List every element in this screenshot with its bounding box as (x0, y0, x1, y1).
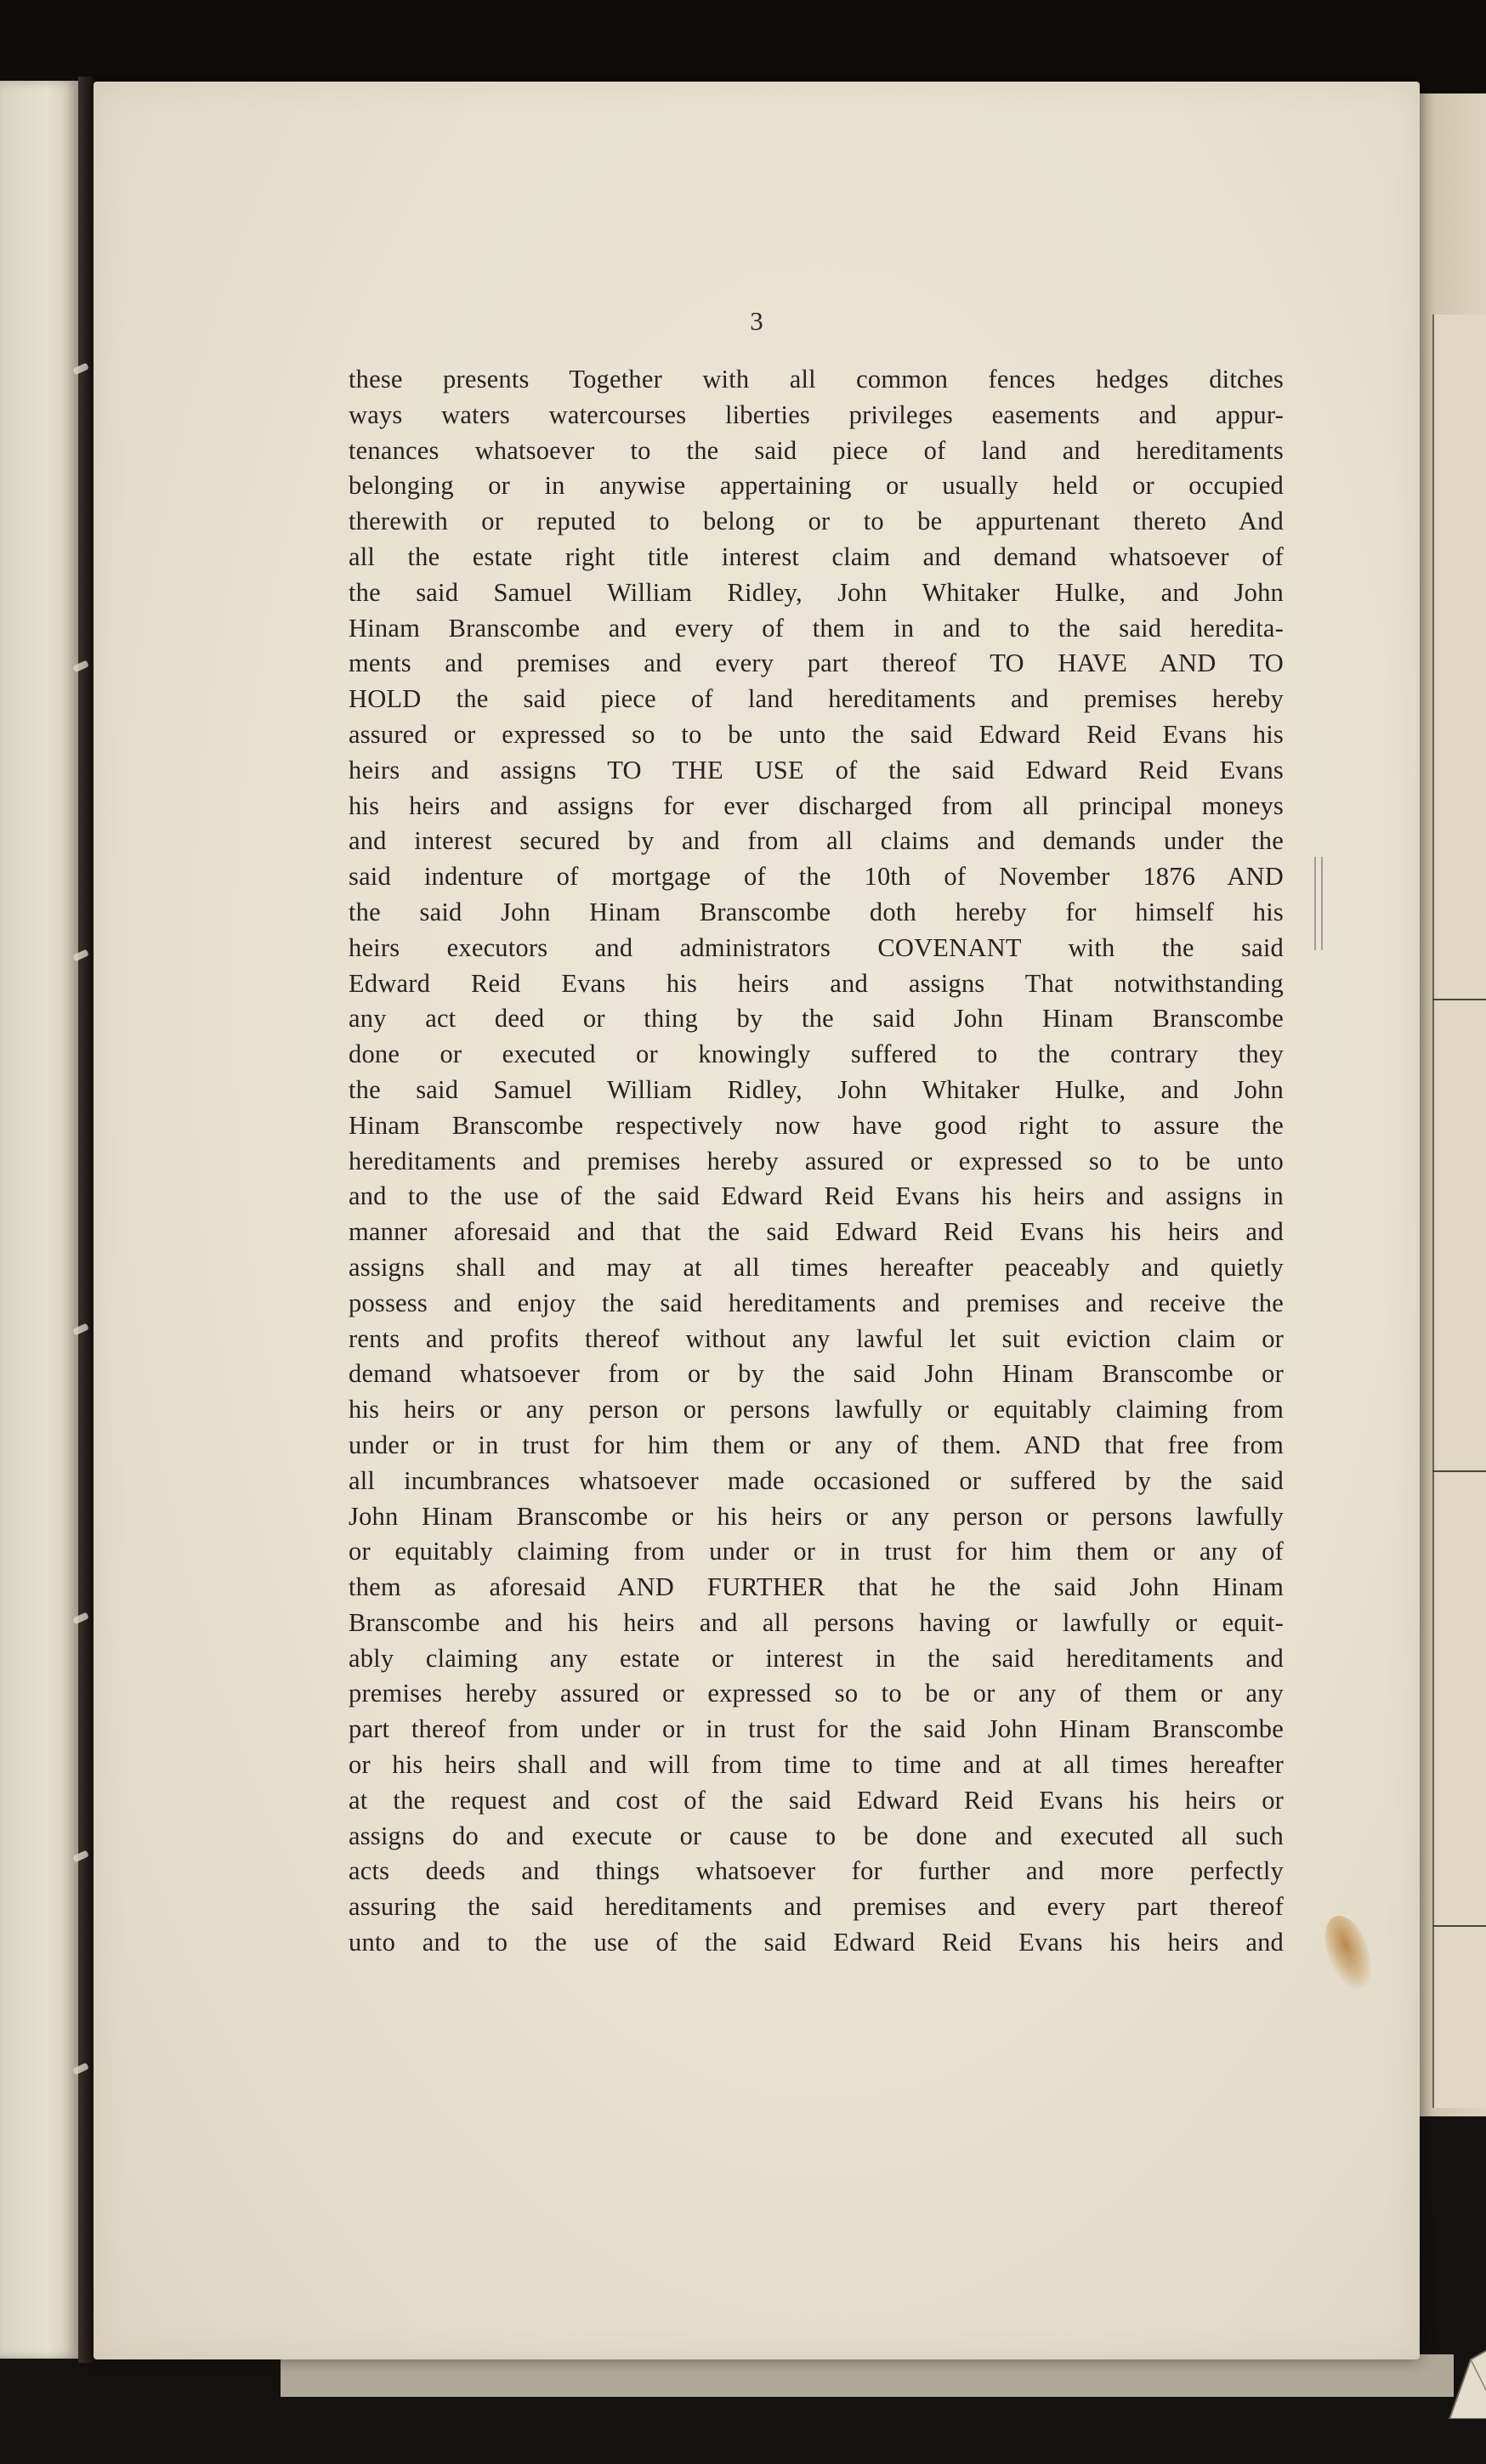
text-line: belonging or in anywise appertaining or usually held or occupied (349, 471, 1284, 501)
facing-page-edge (0, 81, 78, 2359)
text-line: done or executed or knowingly suffered to the contrary they (349, 1039, 1284, 1069)
text-line: or his heirs shall and will from time to time and at all times hereafter (349, 1750, 1284, 1780)
text-line: them as aforesaid AND FURTHER that he the said John Hinam (349, 1572, 1284, 1602)
text-line: any act deed or thing by the said John Hinam Branscombe (349, 1004, 1284, 1034)
underlying-sheet-panel (1432, 314, 1486, 2108)
text-line: heirs and assigns TO THE USE of the said Edward Reid Evans (349, 755, 1284, 785)
text-line: his heirs or any person or persons lawfully or equitably claiming from (349, 1395, 1284, 1425)
text-line: the said Samuel William Ridley, John Whitaker Hulke, and John (349, 1074, 1284, 1104)
pencil-margin-mark (1314, 857, 1323, 950)
text-line: heirs executors and administrators COVENANT with the said (349, 932, 1284, 962)
sheet-rule-line (1432, 1925, 1486, 1927)
text-line: HOLD the said piece of land hereditaments and premises hereby (349, 684, 1284, 714)
text-line: assigns shall and may at all times hereafter peaceably and quietly (349, 1252, 1284, 1282)
text-line: part thereof from under or in trust for the said John Hinam Branscombe (349, 1714, 1284, 1744)
document-page (94, 82, 1420, 2359)
text-line: acts deeds and things whatsoever for further and more perfectly (349, 1856, 1284, 1886)
text-line: and to the use of the said Edward Reid Evans his heirs and assigns in (349, 1181, 1284, 1211)
text-line: assuring the said hereditaments and premises and every part thereof (349, 1892, 1284, 1922)
sheet-rule-line (1432, 1470, 1486, 1472)
text-line: unto and to the use of the said Edward Reid Evans his heirs and (349, 1928, 1284, 1957)
text-line: ments and premises and every part thereof TO HAVE AND TO (349, 649, 1284, 678)
text-line: all the estate right title interest claim and demand whatsoever of (349, 541, 1284, 571)
text-line: all incumbrances whatsoever made occasioned or suffered by the said (349, 1465, 1284, 1495)
text-line: under or in trust for him them or any of them. AND that free from (349, 1430, 1284, 1459)
underlying-sheet-bottom (281, 2354, 1454, 2397)
text-line: manner aforesaid and that the said Edward Reid Evans his heirs and (349, 1217, 1284, 1247)
text-line: possess and enjoy the said hereditaments and premises and receive the (349, 1288, 1284, 1317)
text-line: ways waters watercourses liberties privileges easements and appur- (349, 399, 1284, 429)
body-text (349, 362, 1284, 1961)
text-line: premises hereby assured or expressed so to be or any of them or any (349, 1679, 1284, 1708)
text-line: these presents Together with all common fences hedges ditches (349, 365, 1284, 394)
page-number: 3 (750, 306, 763, 336)
text-line: John Hinam Branscombe or his heirs or any person or persons lawfully (349, 1501, 1284, 1531)
text-line: said indenture of mortgage of the 10th of November 1876 AND (349, 862, 1284, 892)
text-line: Hinam Branscombe and every of them in and to the said heredita- (349, 613, 1284, 643)
text-line: Branscombe and his heirs and all persons having or lawfully or equit- (349, 1607, 1284, 1637)
text-line: rents and profits thereof without any lawful let suit eviction claim or (349, 1323, 1284, 1353)
text-line: Edward Reid Evans his heirs and assigns That notwithstanding (349, 968, 1284, 998)
text-line: or equitably claiming from under or in trust for him them or any of (349, 1537, 1284, 1566)
text-line: his heirs and assigns for ever discharged from all principal moneys (349, 790, 1284, 820)
text-line: demand whatsoever from or by the said John Hinam Branscombe or (349, 1359, 1284, 1389)
text-line: ably claiming any estate or interest in the said hereditaments and (349, 1643, 1284, 1673)
folded-corner (1441, 2342, 1486, 2419)
text-line: at the request and cost of the said Edward Reid Evans his heirs or (349, 1785, 1284, 1815)
text-line: the said Samuel William Ridley, John Whitaker Hulke, and John (349, 577, 1284, 607)
text-line: assured or expressed so to be unto the said Edward Reid Evans his (349, 719, 1284, 749)
text-line: tenances whatsoever to the said piece of land and hereditaments (349, 435, 1284, 465)
sheet-rule-line (1432, 999, 1486, 1000)
book-binding (78, 76, 94, 2363)
text-line: therewith or reputed to belong or to be appurtenant thereto And (349, 507, 1284, 536)
text-line: Hinam Branscombe respectively now have good right to assure the (349, 1110, 1284, 1140)
text-line: and interest secured by and from all claims and demands under the (349, 826, 1284, 856)
text-line: hereditaments and premises hereby assured or expressed so to be unto (349, 1146, 1284, 1175)
text-line: the said John Hinam Branscombe doth hereby for himself his (349, 897, 1284, 926)
text-line: assigns do and execute or cause to be done and executed all such (349, 1821, 1284, 1850)
